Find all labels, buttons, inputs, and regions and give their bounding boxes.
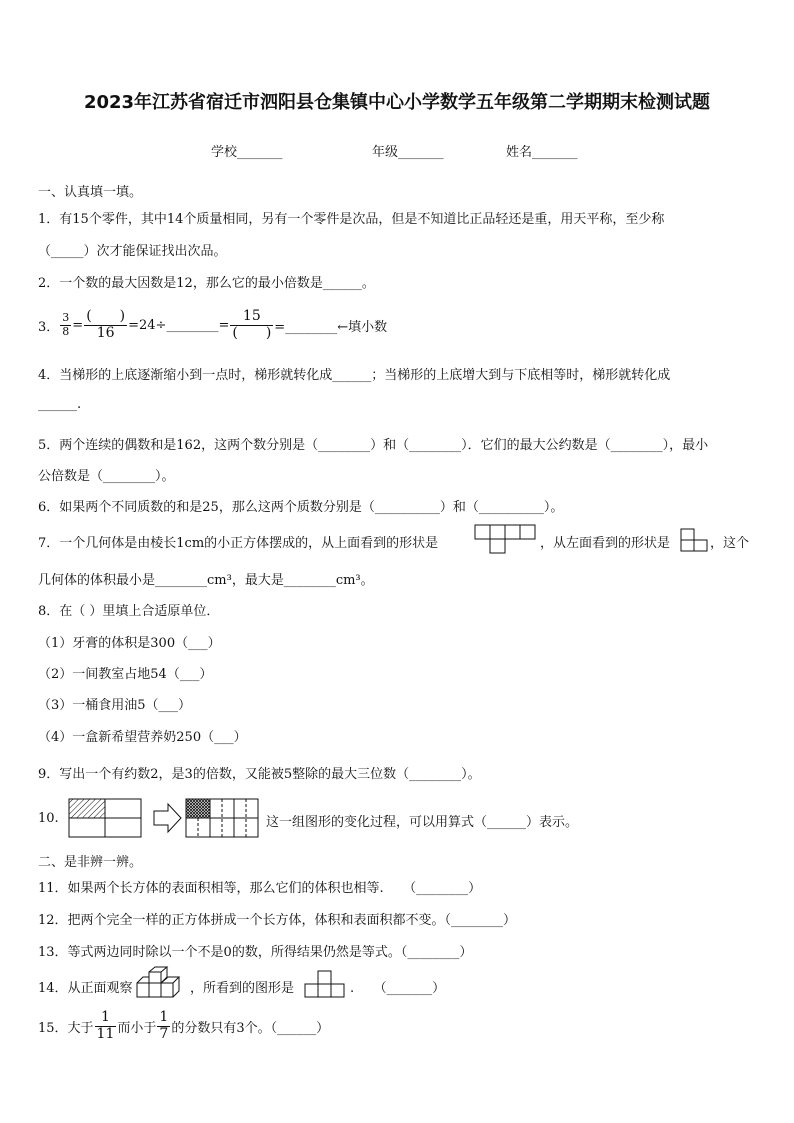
page-title: 2023年江苏省宿迁市泗阳县仓集镇中心小学数学五年级第二学期期末检测试题 — [83, 92, 711, 113]
question-4-line-2: ______. — [38, 397, 82, 412]
top-view-figure — [474, 524, 536, 554]
left-view-figure — [680, 528, 710, 552]
question-11: 11．如果两个长方体的表面积相等，那么它们的体积也相等. （________） — [38, 881, 482, 896]
grade-field: 年级_______ — [372, 145, 444, 160]
section-heading-2: 二、是非辨一辨。 — [38, 855, 143, 870]
left-view-square — [681, 540, 694, 551]
question-14-part-1: 14．从正面观察 — [38, 981, 133, 996]
fraction-3-8 — [60, 312, 71, 337]
question-5-line-1: 5．两个连续的偶数和是162，这两个数分别是（________）和（________）．它们的最大公约数是（________），最小 — [38, 438, 709, 453]
left-view-square — [694, 540, 707, 551]
cube-stack-figure — [136, 971, 188, 999]
question-8-item-3: （3）一桶食用油5（___） — [38, 698, 192, 713]
question-1-line-1: 1．有15个零件，其中14个质量相同，另有一个零件是次品，但是不知道比正品轻还是重，用天平称，至少称 — [38, 212, 665, 227]
question-5-line-2: 公倍数是（________）。 — [38, 469, 175, 484]
question-10-text: 这一组图形的变化过程，可以用算式（______）表示。 — [266, 815, 579, 830]
fraction-denominator: 11 — [96, 1025, 115, 1042]
question-3 — [38, 303, 387, 347]
question-7-part-2: ，从左面看到的形状是 — [540, 536, 671, 551]
question-8: 8．在（ ）里填上合适原单位． — [38, 604, 220, 619]
front-view-figure — [304, 970, 348, 998]
question-3-number: 3． — [38, 319, 60, 335]
fraction-numerator: 1 — [159, 1009, 169, 1026]
question-8-item-1: （1）牙膏的体积是300（___） — [38, 636, 221, 651]
question-10-figure — [68, 798, 260, 840]
question-4-line-1: 4．当梯形的上底逐渐缩小到一点时，梯形就转化成______；当梯形的上底增大到与下底相等时，梯形就转化成 — [38, 368, 671, 383]
top-view-square — [490, 525, 505, 539]
question-7-part-1: 7．一个几何体是由棱长1cm的小正方体摆成的，从上面看到的形状是 — [38, 536, 439, 551]
fraction-numerator: 15 — [230, 309, 273, 325]
question-10-number: 10. — [38, 811, 59, 826]
question-14-part-3: . （_______） — [350, 981, 446, 996]
top-view-square — [490, 539, 505, 553]
question-2: 2．一个数的最大因数是12，那么它的最小倍数是______。 — [38, 276, 375, 291]
fraction-numerator: 1 — [95, 1010, 117, 1026]
left-view-square — [681, 529, 694, 540]
fraction-denominator: 8 — [62, 324, 70, 338]
question-3-middle: =24÷________= — [128, 317, 230, 333]
fraction-denominator: ( ) — [232, 324, 272, 341]
name-field: 姓名_______ — [506, 145, 578, 160]
transformed-shape — [186, 799, 258, 837]
top-view-square — [505, 525, 520, 539]
question-15-part-1: 15．大于 — [38, 1020, 94, 1036]
equals-sign: = — [72, 317, 84, 333]
fraction-1-7 — [157, 1010, 170, 1042]
question-8-item-2: （2）一间教室占地54（___） — [38, 667, 213, 682]
fraction-numerator: ( ) — [86, 308, 126, 325]
question-13: 13．等式两边同时除以一个不是0的数，所得结果仍然是等式。（________） — [38, 945, 473, 960]
question-7-line-2: 几何体的体积最小是________cm³，最大是________cm³。 — [38, 573, 374, 588]
arrow-right-icon — [154, 804, 181, 832]
section-heading-1: 一、认真填一填。 — [38, 185, 143, 200]
question-7-part-3: ，这个 — [710, 536, 750, 551]
fraction-denominator: 7 — [159, 1025, 169, 1042]
question-14-part-2: ，所看到的图形是 — [190, 981, 295, 996]
original-shape — [69, 799, 141, 837]
question-8-item-4: （4）一盒新希望营养奶250（___） — [38, 730, 247, 745]
question-9: 9．写出一个有约数2，是3的倍数，又能被5整除的最大三位数（________）。 — [38, 767, 481, 782]
fraction-15-blank — [230, 309, 273, 341]
question-12: 12．把两个完全一样的正方体拼成一个长方体，体积和表面积都不变。（________） — [38, 913, 517, 928]
question-1-line-2: （_____）次才能保证找出次品。 — [38, 244, 227, 259]
fraction-denominator: 16 — [96, 324, 115, 341]
question-6: 6．如果两个不同质数的和是25，那么这两个质数分别是（__________）和（__________）。 — [38, 500, 564, 515]
question-15 — [38, 1004, 329, 1048]
fraction-1-11 — [95, 1010, 117, 1042]
question-15-part-2: 而小于 — [117, 1020, 157, 1036]
school-field: 学校_______ — [211, 145, 283, 160]
top-view-square — [475, 525, 490, 539]
top-view-square — [520, 525, 535, 539]
fraction-numerator: 3 — [62, 311, 70, 325]
question-3-end: =________←填小数 — [274, 319, 388, 335]
question-15-part-3: 的分数只有3个。（______） — [171, 1020, 330, 1036]
fraction-blank-16 — [84, 309, 127, 341]
